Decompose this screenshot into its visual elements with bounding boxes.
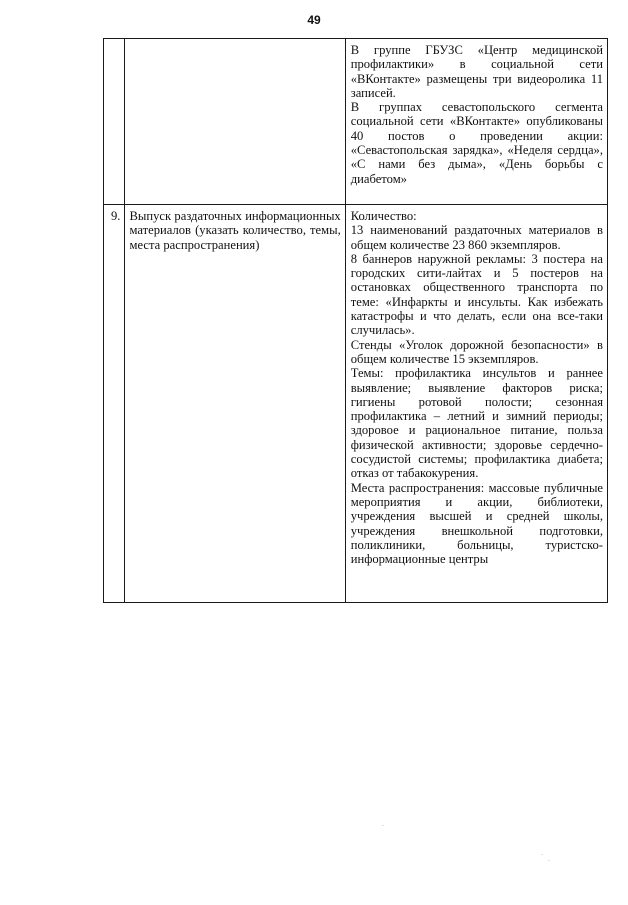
- description-paragraph: 8 баннеров наружной рекламы: 3 постера на городских сити-лайтах и 5 постеров на остановках общественного транспорта по теме: «Инфаркты и инсульты. Как избежать катастрофы и что делать, если она все-таки случилась».: [350, 251, 603, 338]
- scan-speck: ·: [541, 852, 543, 859]
- table-row-9: [104, 205, 608, 603]
- row-description-cell: [345, 39, 607, 205]
- table-row-continued: [104, 39, 608, 205]
- row-name: Выпуск раздаточных информационных материалов (указать количество, темы, места распространения): [129, 209, 341, 252]
- description-paragraph: 13 наименований раздаточных материалов в общем количестве 23 860 экземпляров.: [350, 223, 603, 252]
- row-number: 9.: [111, 209, 121, 223]
- description-paragraph: Места распространения: массовые публичные мероприятия и акции, библиотеки, учреждения высшей и средней школы, учреждения внешкольной подготовки, поликлиники, больницы, туристско-информационные центры: [350, 480, 603, 567]
- scan-speck: ·: [382, 823, 384, 830]
- description-paragraph: В группах севастопольского сегмента социальной сети «ВКонтакте» опубликованы 40 постов о проведении акции: «Севастопольская зарядка», «Неделя сердца», «С нами без дыма», «День борьбы с диабетом»: [350, 100, 603, 186]
- description-paragraph: Стенды «Уголок дорожной безопасности» в общем количестве 15 экземпляров.: [350, 337, 603, 366]
- row-name-cell: [124, 205, 345, 603]
- scan-speck: ·: [548, 858, 550, 865]
- description-paragraph: Темы: профилактика инсультов и раннее выявление; выявление факторов риска; гигиены ротовой полости; сезонная профилактика – летний и зимний периоды; здоровое и рациональное питание, польза физической активности; здоровье сердечно-сосудистой системы; профилактика диабета; отказ от табакокурения.: [350, 366, 603, 481]
- report-table: [103, 38, 608, 603]
- row-description-cell: [345, 205, 607, 603]
- row-name-cell: [124, 39, 345, 205]
- page-number: 49: [307, 13, 321, 27]
- row-number-cell: [104, 39, 125, 205]
- row-number-cell: [104, 205, 125, 603]
- description-paragraph: В группе ГБУЗС «Центр медицинской профилактики» в социальной сети «ВКонтакте» размещены три видеоролика 11 записей.: [350, 43, 603, 100]
- description-paragraph: Количество:: [350, 209, 417, 223]
